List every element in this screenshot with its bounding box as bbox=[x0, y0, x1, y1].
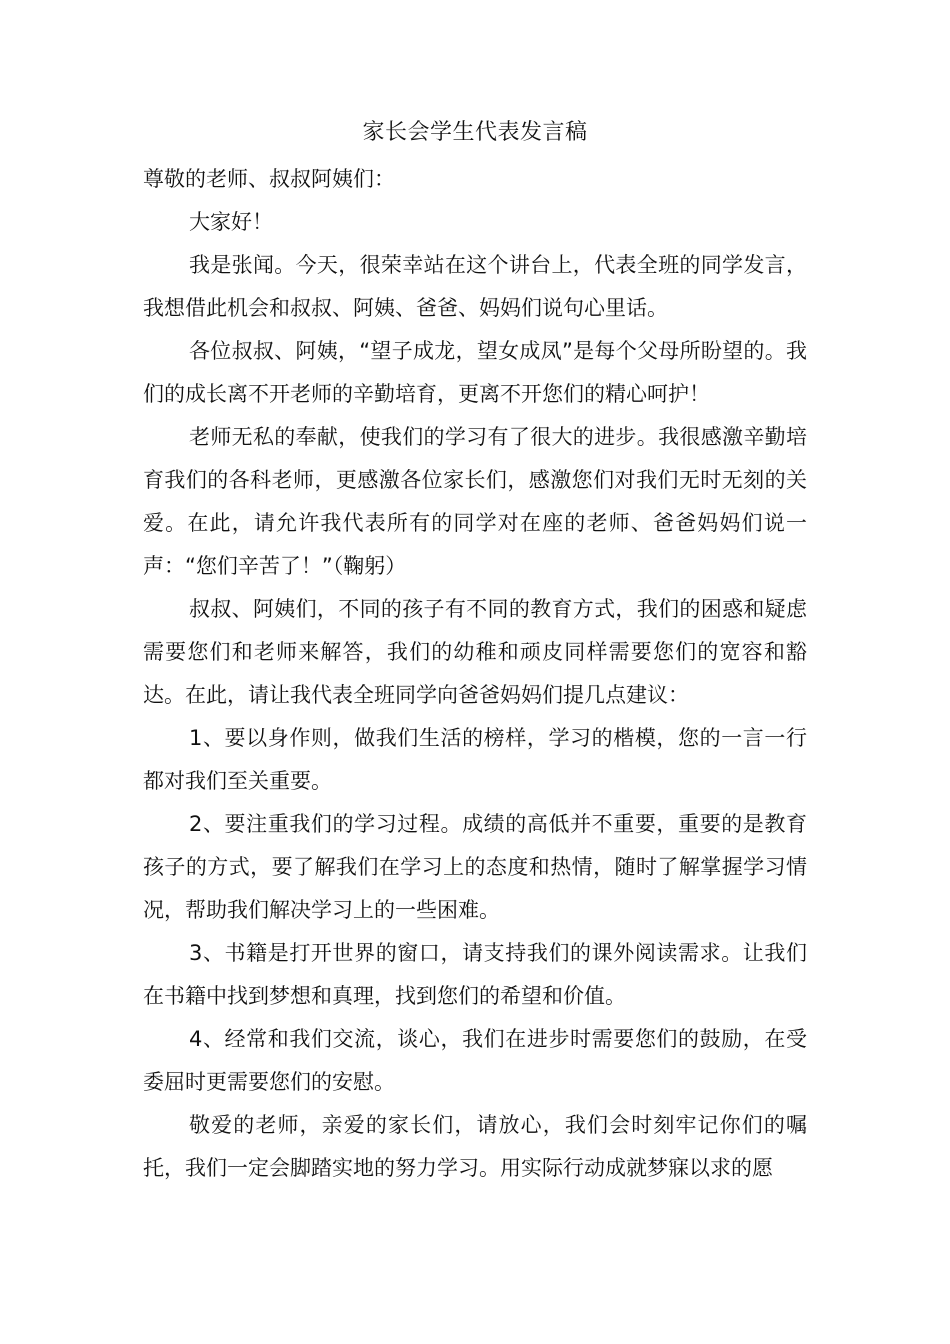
suggestion-item-1: 1、要以身作则，做我们生活的榜样，学习的楷模，您的一言一行都对我们至关重要。 bbox=[143, 726, 807, 793]
paragraph-intro: 我是张闻。今天，很荣幸站在这个讲台上，代表全班的同学发言，我想借此机会和叔叔、阿姨、爸爸、妈妈们说句心里话。 bbox=[143, 253, 807, 320]
document-title: 家长会学生代表发言稿 bbox=[362, 120, 588, 145]
suggestion-item-2: 2、要注重我们的学习过程。成绩的高低并不重要，重要的是教育孩子的方式，要了解我们在学习上的态度和热情，随时了解掌握学习情况，帮助我们解决学习上的一些困难。 bbox=[143, 812, 807, 922]
paragraph-parents-hope: 各位叔叔、阿姨，“望子成龙，望女成凤”是每个父母所盼望的。我们的成长离不开老师的辛勤培育，更离不开您们的精心呵护！ bbox=[143, 339, 807, 406]
paragraph-suggestions-intro: 叔叔、阿姨们，不同的孩子有不同的教育方式，我们的困惑和疑虑需要您们和老师来解答，我们的幼稚和顽皮同样需要您们的宽容和豁达。在此，请让我代表全班同学向爸爸妈妈们提几点建议： bbox=[143, 597, 807, 707]
paragraph-greeting: 大家好！ bbox=[189, 210, 273, 234]
suggestion-item-4: 4、经常和我们交流，谈心，我们在进步时需要您们的鼓励，在受委屈时更需要您们的安慰。 bbox=[143, 1027, 807, 1094]
salutation: 尊敬的老师、叔叔阿姨们： bbox=[143, 167, 395, 191]
suggestion-item-3: 3、书籍是打开世界的窗口，请支持我们的课外阅读需求。让我们在书籍中找到梦想和真理，找到您们的希望和价值。 bbox=[143, 941, 807, 1008]
paragraph-gratitude: 老师无私的奉献，使我们的学习有了很大的进步。我很感激辛勤培育我们的各科老师，更感激各位家长们，感激您们对我们无时无刻的关爱。在此，请允许我代表所有的同学对在座的老师、爸爸妈妈们说一声：“您们辛苦了！”（鞠躬） bbox=[143, 425, 807, 578]
document-body bbox=[143, 158, 807, 1190]
paragraph-closing: 敬爱的老师，亲爱的家长们，请放心，我们会时刻牢记你们的嘱托，我们一定会脚踏实地的努力学习。用实际行动成就梦寐以求的愿 bbox=[143, 1113, 807, 1180]
